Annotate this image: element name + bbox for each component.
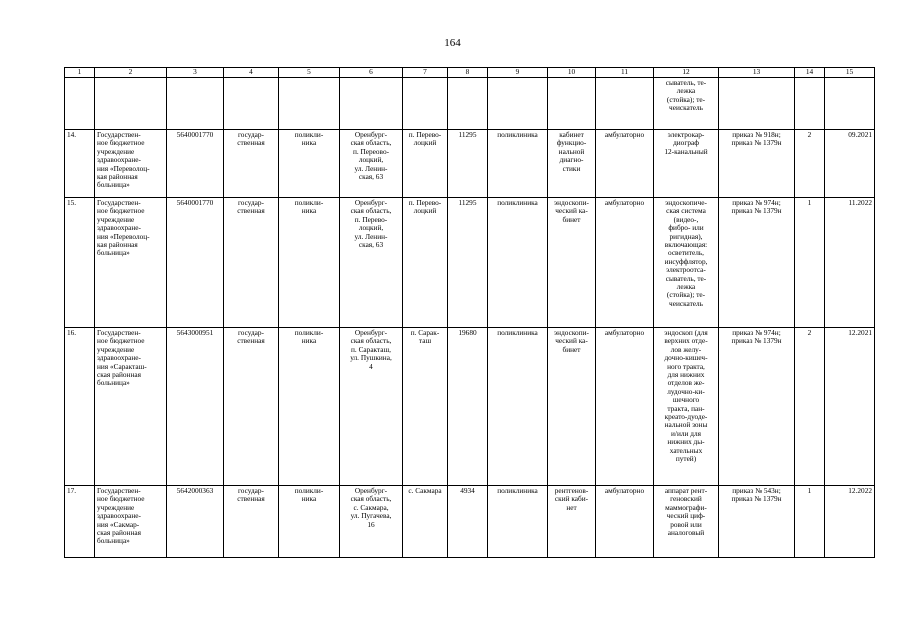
table-cell: [548, 78, 596, 130]
table-cell: поликли- ника: [279, 198, 340, 328]
table-cell: [65, 78, 95, 130]
table-cell: [95, 78, 167, 130]
table-cell: амбулаторно: [596, 130, 654, 198]
table-cell: 12.2021: [825, 328, 875, 486]
table-cell: Оренбург- ская область, п. Переово- лоцкий, ул. Ленин- ская, 63: [340, 130, 403, 198]
table-cell: сыватель, те- лежка (стойка); те- чеискатель: [654, 78, 719, 130]
table-cell: электрокар- диограф 12-канальный: [654, 130, 719, 198]
table-cell: 5640001770: [167, 198, 224, 328]
header-cell: 2: [95, 68, 167, 78]
table-row: [65, 328, 875, 486]
table-cell: [448, 78, 488, 130]
table-cell: 2: [795, 130, 825, 198]
table-cell: приказ № 543н; приказ № 1379н: [719, 486, 795, 558]
table-row: [65, 486, 875, 558]
table-cell: поликли- ника: [279, 328, 340, 486]
header-cell: 9: [488, 68, 548, 78]
table-cell: [825, 78, 875, 130]
header-cell: 5: [279, 68, 340, 78]
table-cell: 12.2022: [825, 486, 875, 558]
table-cell: 11295: [448, 130, 488, 198]
header-cell: 12: [654, 68, 719, 78]
table-cell: Государствен- ное бюджетное учреждение здравоохране- ния «Переволоц- кая районная больница»: [95, 198, 167, 328]
table-cell: 19680: [448, 328, 488, 486]
header-cell: 10: [548, 68, 596, 78]
table-cell: поликлиника: [488, 328, 548, 486]
table-cell: Оренбург- ская область, п. Перево- лоцкий, ул. Ленин- ская, 63: [340, 198, 403, 328]
table-cell: [488, 78, 548, 130]
table-cell: [279, 78, 340, 130]
table-cell: Государствен- ное бюджетное учреждение здравоохране- ния «Саракташ- ская районная больница»: [95, 328, 167, 486]
header-cell: 11: [596, 68, 654, 78]
table-row: [65, 130, 875, 198]
table-cell: поликли- ника: [279, 486, 340, 558]
header-cell: 13: [719, 68, 795, 78]
header-cell: 6: [340, 68, 403, 78]
table-cell: эндоскоп (для верхних отде- лов желу- дочно-кишеч- ного тракта, для нижних отделов же- лудочно-ки- шечного тракта, пан- креато-дуоде- нальной зоны и/или для нижних ды- хательных путей): [654, 328, 719, 486]
table-cell: кабинет функцио- нальной диагно- стики: [548, 130, 596, 198]
table-cell: [224, 78, 279, 130]
header-cell: 7: [403, 68, 448, 78]
table-cell: государ- ственная: [224, 130, 279, 198]
table-cell: 11.2022: [825, 198, 875, 328]
header-cell: 3: [167, 68, 224, 78]
table-cell: 1: [795, 198, 825, 328]
table-cell: 4934: [448, 486, 488, 558]
table-cell: Государствен- ное бюджетное учреждение здравоохране- ния «Сакмар- ская районная больница»: [95, 486, 167, 558]
header-cell: 8: [448, 68, 488, 78]
table-cell: приказ № 974н; приказ № 1379н: [719, 328, 795, 486]
table-cell: государ- ственная: [224, 486, 279, 558]
table-cell: эндоскопи- ческий ка- бинет: [548, 328, 596, 486]
table-cell: 09.2021: [825, 130, 875, 198]
table-cell: 5642000363: [167, 486, 224, 558]
table-cell: 2: [795, 328, 825, 486]
page-number: 164: [444, 37, 461, 49]
table-cell: 15.: [65, 198, 95, 328]
table-cell: [403, 78, 448, 130]
header-cell: 1: [65, 68, 95, 78]
table-cell: приказ № 918н; приказ № 1379н: [719, 130, 795, 198]
table-cell: амбулаторно: [596, 328, 654, 486]
table-cell: поликлиника: [488, 486, 548, 558]
table-cell: аппарат рент- геновский маммографи- ческий циф- ровой или аналоговый: [654, 486, 719, 558]
table-cell: [795, 78, 825, 130]
table-cell: п. Перево- лоцкий: [403, 198, 448, 328]
table-cell: 16.: [65, 328, 95, 486]
table-cell: поликли- ника: [279, 130, 340, 198]
table-cell: [167, 78, 224, 130]
table-cell: Оренбург- ская область, п. Саракташ, ул. Пушкина, 4: [340, 328, 403, 486]
table-cell: эндоскопи- ческий ка- бинет: [548, 198, 596, 328]
table-cell: [596, 78, 654, 130]
table-cell: п. Перево- лоцкий: [403, 130, 448, 198]
table-cell: 5640001770: [167, 130, 224, 198]
table-cell: 11295: [448, 198, 488, 328]
header-cell: 15: [825, 68, 875, 78]
table-cell: государ- ственная: [224, 328, 279, 486]
table-cell: поликлиника: [488, 130, 548, 198]
table-cell: с. Сакмара: [403, 486, 448, 558]
table-cell: эндоскопиче- ская система (видео-, фибро- или ригидная), включающая: осветитель, инсуффлятор, электроотса- сыватель, те- лежка (стойка); те- чеискатель: [654, 198, 719, 328]
equipment-table: [64, 67, 875, 558]
table-cell: [340, 78, 403, 130]
table-cell: амбулаторно: [596, 198, 654, 328]
table-cell: государ- ственная: [224, 198, 279, 328]
table-cell: 14.: [65, 130, 95, 198]
table-cell: поликлиника: [488, 198, 548, 328]
table-cell: Оренбург- ская область, с. Сакмара, ул. Пугачева, 16: [340, 486, 403, 558]
table-cell: рентгенов- ский каби- нет: [548, 486, 596, 558]
header-cell: 14: [795, 68, 825, 78]
table-row: [65, 198, 875, 328]
table-cell: амбулаторно: [596, 486, 654, 558]
table-row-continuation: [65, 78, 875, 130]
table-cell: 1: [795, 486, 825, 558]
table-cell: 17.: [65, 486, 95, 558]
table-cell: п. Сарак- таш: [403, 328, 448, 486]
table-cell: приказ № 974н; приказ № 1379н: [719, 198, 795, 328]
table-cell: 5643000951: [167, 328, 224, 486]
table-cell: [719, 78, 795, 130]
table-header-row: [65, 68, 875, 78]
table-cell: Государствен- ное бюджетное учреждение здравоохране- ния «Переволоц- кая районная больница»: [95, 130, 167, 198]
header-cell: 4: [224, 68, 279, 78]
